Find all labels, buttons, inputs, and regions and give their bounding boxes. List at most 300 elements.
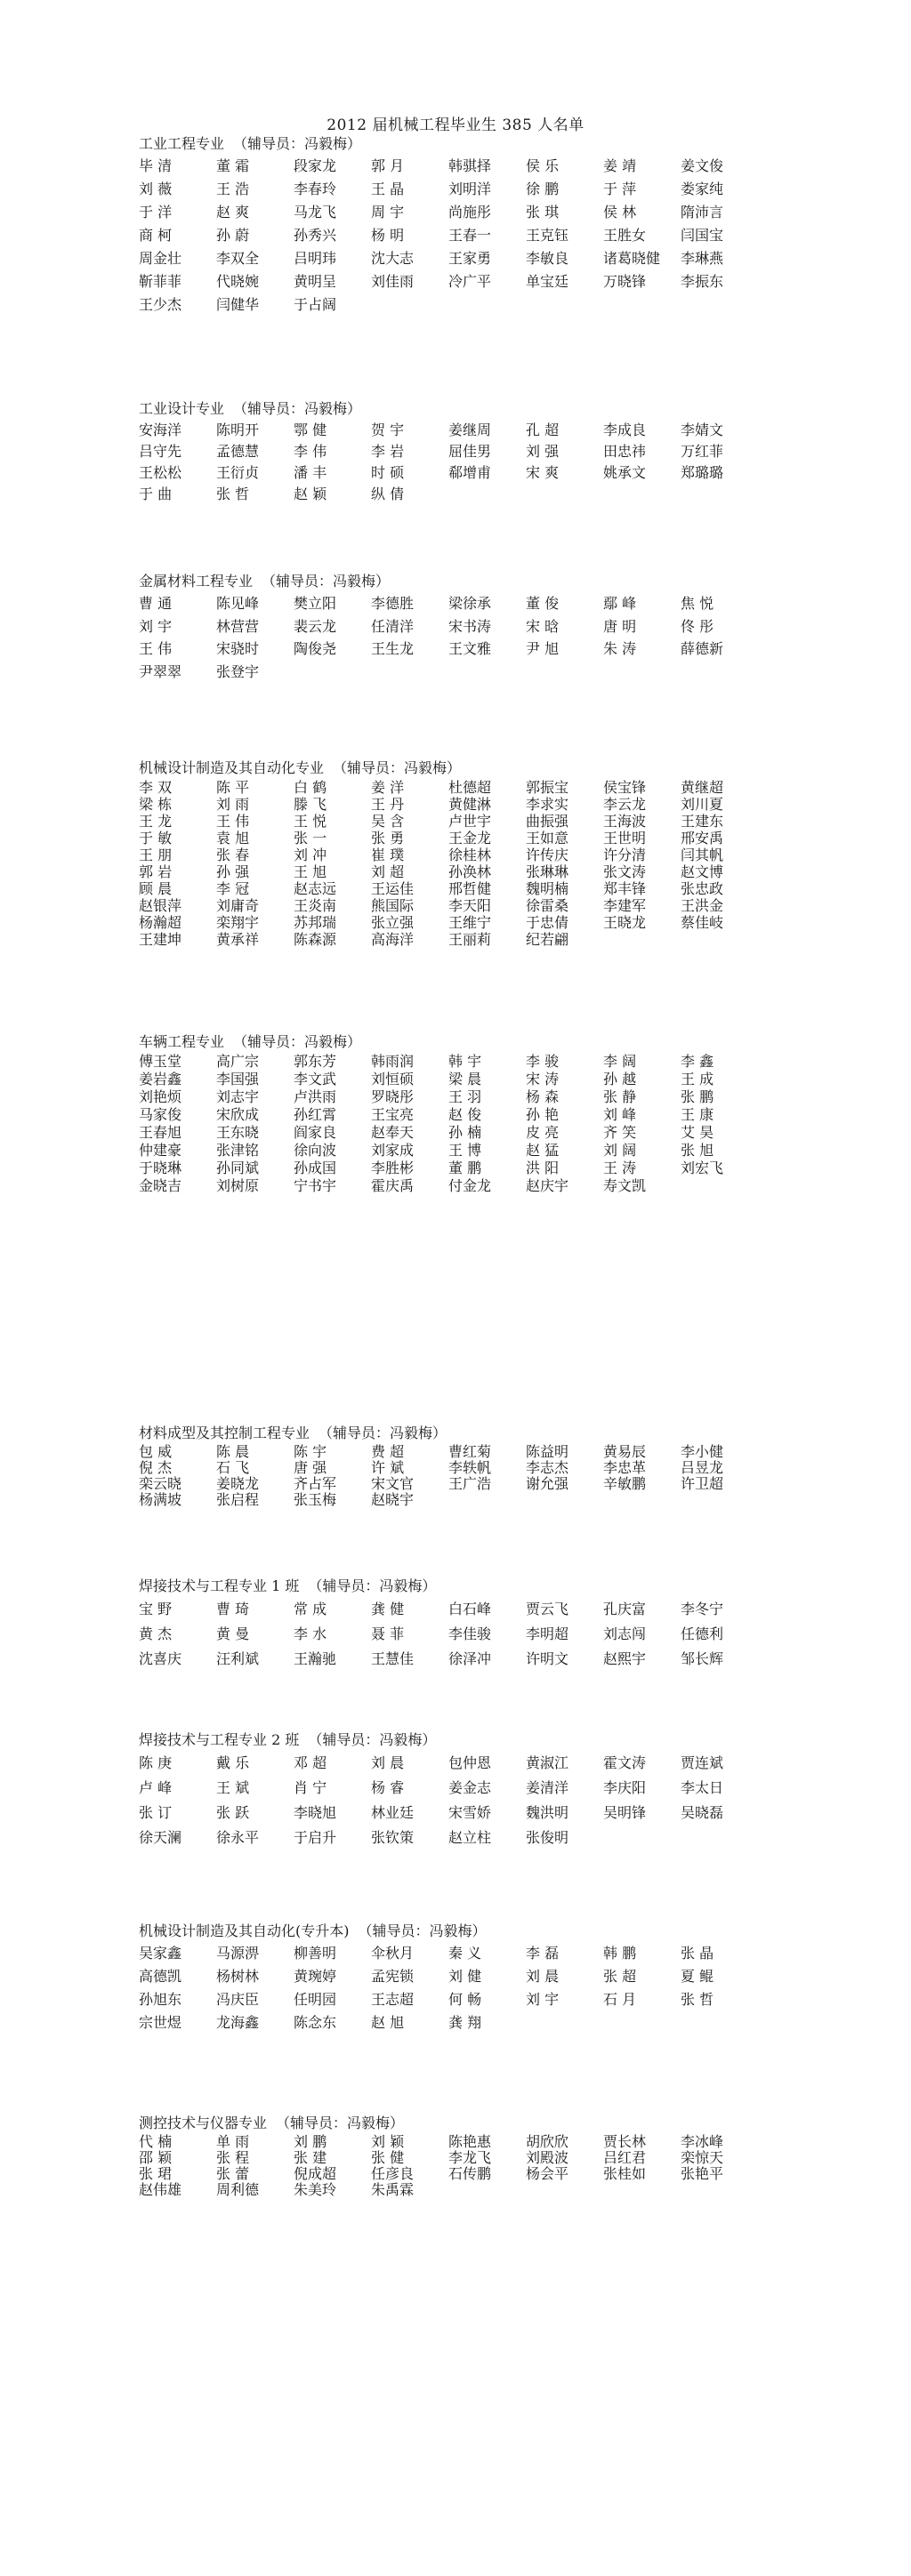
student-name: 林业廷 — [371, 1804, 415, 1821]
student-name: 万红菲 — [681, 443, 724, 460]
student-name: 孙红霄 — [294, 1106, 337, 1123]
student-name: 吕明玮 — [294, 250, 337, 267]
student-name: 徐雷桑 — [526, 897, 569, 914]
student-name: 宋 涛 — [526, 1071, 560, 1087]
student-name: 李成良 — [603, 421, 647, 438]
major-section — [139, 398, 779, 505]
student-name: 张忠政 — [681, 880, 724, 897]
student-name-grid — [139, 1444, 779, 1508]
student-name-grid — [139, 1942, 779, 2034]
student-name: 李敏良 — [526, 250, 569, 267]
student-name: 许传庆 — [526, 847, 569, 863]
student-name: 王志超 — [371, 1991, 415, 2008]
student-name: 李天阳 — [448, 897, 492, 914]
student-name-grid — [139, 592, 779, 683]
major-section — [139, 758, 779, 948]
student-name-grid — [139, 779, 779, 948]
section-heading — [139, 1921, 779, 1942]
student-name: 唐 强 — [294, 1460, 327, 1476]
student-name: 王 浩 — [216, 181, 250, 197]
student-name: 李文武 — [294, 1071, 337, 1087]
student-name: 贺 宇 — [371, 421, 405, 438]
student-name: 许明文 — [526, 1650, 569, 1667]
student-name: 陈 平 — [216, 779, 250, 796]
student-name: 李云龙 — [603, 796, 647, 813]
student-name: 陈森源 — [294, 931, 337, 948]
student-name: 黄淑江 — [526, 1754, 569, 1771]
student-name: 陶俊尧 — [294, 640, 337, 657]
student-name: 邹长辉 — [681, 1650, 724, 1667]
student-name: 黄承祥 — [216, 931, 260, 948]
student-name: 杨 森 — [526, 1088, 560, 1105]
student-name: 吕守先 — [139, 443, 182, 460]
student-name: 裴云龙 — [294, 617, 337, 635]
student-name: 刘 鹏 — [294, 2134, 327, 2150]
student-name: 王 丹 — [371, 796, 405, 813]
student-name: 刘明洋 — [448, 181, 492, 197]
student-name: 柳善明 — [294, 1945, 337, 1962]
student-name: 张俊明 — [526, 1829, 569, 1846]
student-name: 张琳琳 — [526, 863, 569, 880]
student-name: 曲振强 — [526, 813, 569, 830]
student-name: 靳菲菲 — [139, 273, 182, 290]
student-name: 梁 栋 — [139, 796, 173, 813]
student-name: 曹 琦 — [216, 1601, 250, 1617]
student-name: 金晓吉 — [139, 1177, 182, 1194]
student-name: 王 伟 — [139, 640, 173, 657]
student-name: 王少杰 — [139, 296, 182, 313]
student-name: 宝 野 — [139, 1601, 173, 1617]
student-name: 徐泽冲 — [448, 1650, 492, 1667]
student-name: 姜岩鑫 — [139, 1071, 182, 1087]
student-name: 闫其帆 — [681, 847, 724, 863]
student-name: 邢安禹 — [681, 830, 724, 847]
student-name: 赵伟雄 — [139, 2182, 182, 2198]
student-name: 李国强 — [216, 1071, 260, 1087]
student-name: 孙同斌 — [216, 1160, 260, 1176]
student-name: 于启升 — [294, 1829, 337, 1846]
student-name: 栾惊天 — [681, 2150, 724, 2166]
student-name: 陈 晨 — [216, 1444, 250, 1460]
major-section — [139, 1576, 779, 1672]
student-name: 徐永平 — [216, 1829, 260, 1846]
student-name: 王瀚驰 — [294, 1650, 337, 1667]
student-name: 刘 颖 — [371, 2134, 405, 2150]
student-name: 张 珺 — [139, 2166, 173, 2182]
student-name: 周 宇 — [371, 204, 405, 221]
section-heading — [139, 1729, 779, 1751]
student-name: 魏洪明 — [526, 1804, 569, 1821]
student-name: 石 飞 — [216, 1460, 250, 1476]
student-name: 唐 明 — [603, 617, 637, 635]
student-name: 滕 飞 — [294, 796, 327, 813]
student-name: 杨树林 — [216, 1968, 260, 1985]
student-name: 黄琬婷 — [294, 1968, 337, 1985]
student-name: 商 柯 — [139, 227, 173, 244]
student-name: 李求实 — [526, 796, 569, 813]
student-name: 李振东 — [681, 273, 724, 290]
major-section — [139, 571, 779, 683]
student-name: 王建东 — [681, 813, 724, 830]
student-name: 张 春 — [216, 847, 250, 863]
student-name: 赵 猛 — [526, 1142, 560, 1159]
student-name: 栾翔宇 — [216, 914, 260, 931]
student-name: 徐天澜 — [139, 1829, 182, 1846]
student-name: 艾 昊 — [681, 1124, 714, 1141]
student-name: 李晓旭 — [294, 1804, 337, 1821]
section-heading — [139, 1423, 779, 1444]
student-name: 郭东芳 — [294, 1053, 337, 1070]
student-name: 贾连斌 — [681, 1754, 724, 1771]
student-name: 何 畅 — [448, 1991, 482, 2008]
student-name: 许分清 — [603, 847, 647, 863]
student-name: 王东晓 — [216, 1124, 260, 1141]
student-name: 王晓龙 — [603, 914, 647, 931]
student-name: 韩骐择 — [448, 157, 492, 174]
major-section — [139, 1921, 779, 2034]
student-name: 陈益明 — [526, 1444, 569, 1460]
major-name: 机械设计制造及其自动化专业 — [139, 759, 325, 776]
section-heading — [139, 133, 779, 155]
student-name: 赵熙宇 — [603, 1650, 647, 1667]
student-name: 崔 璞 — [371, 847, 405, 863]
student-name: 李琳燕 — [681, 250, 724, 267]
major-name: 测控技术与仪器专业 — [139, 2115, 268, 2131]
major-name: 工业设计专业 — [139, 400, 225, 417]
student-name: 包仲恩 — [448, 1754, 492, 1771]
student-name: 董 俊 — [526, 595, 560, 612]
student-name: 费 超 — [371, 1444, 405, 1460]
student-name: 毕 清 — [139, 157, 173, 174]
student-name: 龚 翔 — [448, 2014, 482, 2031]
student-name: 刘 宇 — [139, 617, 173, 635]
advisor-note: （辅导员：冯毅梅） — [308, 1577, 437, 1594]
section-heading — [139, 1576, 779, 1597]
student-name: 屈佳男 — [448, 443, 492, 460]
student-name: 刘 强 — [526, 443, 560, 460]
major-section — [139, 133, 779, 317]
student-name: 齐 笑 — [603, 1124, 637, 1141]
student-name: 卢世宇 — [448, 813, 492, 830]
student-name-grid — [139, 2134, 779, 2198]
student-name: 刘 晨 — [526, 1968, 560, 1985]
student-name: 赵 颖 — [294, 486, 327, 502]
student-name: 王胜女 — [603, 227, 647, 244]
student-name: 姜 靖 — [603, 157, 637, 174]
student-name: 龙海鑫 — [216, 2014, 260, 2031]
section-heading — [139, 2113, 779, 2134]
student-name: 赵奉天 — [371, 1124, 415, 1141]
student-name: 王海波 — [603, 813, 647, 830]
major-name: 金属材料工程专业 — [139, 573, 254, 590]
student-name: 李春玲 — [294, 181, 337, 197]
student-name: 黄继超 — [681, 779, 724, 796]
student-name: 郑璐璐 — [681, 464, 724, 481]
student-name: 李 伟 — [294, 443, 327, 460]
student-name: 伞秋月 — [371, 1945, 415, 1962]
student-name: 赵立柱 — [448, 1829, 492, 1846]
student-name: 侯 乐 — [526, 157, 560, 174]
student-name: 王运佳 — [371, 880, 415, 897]
student-name: 李 磊 — [526, 1945, 560, 1962]
student-name: 李胜彬 — [371, 1160, 415, 1176]
student-name: 姜 洋 — [371, 779, 405, 796]
student-name: 闫健华 — [216, 296, 260, 313]
student-name: 刘 晨 — [371, 1754, 405, 1771]
student-name: 宗世煜 — [139, 2014, 182, 2031]
student-name: 李佳骏 — [448, 1625, 492, 1642]
student-name: 王洪金 — [681, 897, 724, 914]
student-name: 倪 杰 — [139, 1460, 173, 1476]
student-name: 傅玉堂 — [139, 1053, 182, 1070]
advisor-note: （辅导员：冯毅梅） — [318, 1424, 447, 1441]
student-name: 张 一 — [294, 830, 327, 847]
major-name: 工业工程专业 — [139, 135, 225, 152]
student-name: 张 鹏 — [681, 1088, 714, 1105]
student-name: 李 骏 — [526, 1053, 560, 1070]
student-name: 冷广平 — [448, 273, 492, 290]
student-name: 段家龙 — [294, 157, 337, 174]
student-name: 宋 晗 — [526, 617, 560, 635]
student-name: 孟宪锁 — [371, 1968, 415, 1985]
student-name: 孙 艳 — [526, 1106, 560, 1123]
student-name: 王 旭 — [294, 863, 327, 880]
major-name: 机械设计制造及其自动化(专升本) — [139, 1922, 350, 1939]
student-name: 闫国宝 — [681, 227, 724, 244]
student-name: 李志杰 — [526, 1460, 569, 1476]
student-name: 孙旭东 — [139, 1991, 182, 2008]
student-name: 王春一 — [448, 227, 492, 244]
student-name: 刘川夏 — [681, 796, 724, 813]
student-name: 李双全 — [216, 250, 260, 267]
student-name: 高德凯 — [139, 1968, 182, 1985]
student-name: 李 水 — [294, 1625, 327, 1642]
student-name: 杨满坡 — [139, 1492, 182, 1508]
student-name: 于 敏 — [139, 830, 173, 847]
student-name: 陈艳惠 — [448, 2134, 492, 2150]
student-name: 娄家纯 — [681, 181, 724, 197]
student-name: 于晓琳 — [139, 1160, 182, 1176]
student-name: 张艳平 — [681, 2166, 724, 2182]
student-name: 吴 含 — [371, 813, 405, 830]
student-name: 王家勇 — [448, 250, 492, 267]
student-name: 王克钰 — [526, 227, 569, 244]
student-name: 董 霜 — [216, 157, 250, 174]
student-name: 宋欣成 — [216, 1106, 260, 1123]
student-name: 纵 倩 — [371, 486, 405, 502]
student-name: 姜文俊 — [681, 157, 724, 174]
student-name: 孙涣林 — [448, 863, 492, 880]
student-name: 李忠革 — [603, 1460, 647, 1476]
student-name: 王 伟 — [216, 813, 250, 830]
student-name: 贾云飞 — [526, 1601, 569, 1617]
student-name: 孔庆富 — [603, 1601, 647, 1617]
major-name: 焊接技术与工程专业 1 班 — [139, 1577, 300, 1594]
student-name: 王 朋 — [139, 847, 173, 863]
student-name: 王松松 — [139, 464, 182, 481]
student-name: 孙成国 — [294, 1160, 337, 1176]
student-name-grid — [139, 420, 779, 505]
student-name: 王广浩 — [448, 1476, 492, 1492]
student-name: 张文涛 — [603, 863, 647, 880]
student-name: 王 羽 — [448, 1088, 482, 1105]
student-name: 邓 超 — [294, 1754, 327, 1771]
student-name: 秦 义 — [448, 1945, 482, 1962]
student-name: 张 蕾 — [216, 2166, 250, 2182]
student-name: 皮 亮 — [526, 1124, 560, 1141]
student-name: 姜金志 — [448, 1779, 492, 1796]
student-name: 李 冠 — [216, 880, 250, 897]
student-name: 龚 健 — [371, 1601, 405, 1617]
student-name: 吴晓磊 — [681, 1804, 724, 1821]
student-name: 诸葛晓健 — [603, 250, 661, 267]
student-name: 许 斌 — [371, 1460, 405, 1476]
student-name: 刘 宇 — [526, 1991, 560, 2008]
student-name-grid — [139, 1053, 779, 1195]
student-name: 郭 月 — [371, 157, 405, 174]
student-name: 王 成 — [681, 1071, 714, 1087]
student-name: 梁徐承 — [448, 595, 492, 612]
student-name: 周金壮 — [139, 250, 182, 267]
student-name: 李太日 — [681, 1779, 724, 1796]
student-name: 韩 宇 — [448, 1053, 482, 1070]
student-name: 仲建豪 — [139, 1142, 182, 1159]
student-name: 赵 旭 — [371, 2014, 405, 2031]
student-name: 王 斌 — [216, 1779, 250, 1796]
student-name: 宋骁时 — [216, 640, 260, 657]
student-name: 徐向波 — [294, 1142, 337, 1159]
student-name: 阎家良 — [294, 1124, 337, 1141]
student-name: 于 曲 — [139, 486, 173, 502]
student-name: 黄易辰 — [603, 1444, 647, 1460]
student-name: 潘 丰 — [294, 464, 327, 481]
student-name: 张 哲 — [216, 486, 250, 502]
student-name: 时 硕 — [371, 464, 405, 481]
student-name: 张 静 — [603, 1088, 637, 1105]
student-name: 朱 涛 — [603, 640, 637, 657]
student-name: 李冬宁 — [681, 1601, 724, 1617]
student-name: 代晓婉 — [216, 273, 260, 290]
student-name: 顾 晨 — [139, 880, 173, 897]
student-name: 杨 明 — [371, 227, 405, 244]
student-name: 林营营 — [216, 617, 260, 635]
student-name: 赵 爽 — [216, 204, 250, 221]
student-name: 宋雪娇 — [448, 1804, 492, 1821]
student-name: 姜清洋 — [526, 1779, 569, 1796]
student-name: 韩雨润 — [371, 1053, 415, 1070]
student-name: 沈大志 — [371, 250, 415, 267]
student-name: 沈喜庆 — [139, 1650, 182, 1667]
student-name: 任德利 — [681, 1625, 724, 1642]
student-name: 黄明呈 — [294, 273, 337, 290]
student-name: 张 健 — [371, 2150, 405, 2166]
student-name: 陈见峰 — [216, 595, 260, 612]
student-name: 董 鹏 — [448, 1160, 482, 1176]
student-name: 姜晓龙 — [216, 1476, 260, 1492]
student-name: 纪若翩 — [526, 931, 569, 948]
student-name: 张启程 — [216, 1492, 260, 1508]
student-name: 刘志闯 — [603, 1625, 647, 1642]
student-name: 王衍贞 — [216, 464, 260, 481]
student-name: 王 康 — [681, 1106, 714, 1123]
student-name: 于占阔 — [294, 296, 337, 313]
student-name: 卢洪雨 — [294, 1088, 337, 1105]
student-name: 王春旭 — [139, 1124, 182, 1141]
advisor-note: （辅导员：冯毅梅） — [233, 1033, 362, 1050]
student-name: 梁 晨 — [448, 1071, 482, 1087]
student-name: 冯庆臣 — [216, 1991, 260, 2008]
student-name: 万晓锋 — [603, 273, 647, 290]
advisor-note: （辅导员：冯毅梅） — [333, 759, 462, 776]
student-name: 单 雨 — [216, 2134, 250, 2150]
student-name: 苏邦瑞 — [294, 914, 337, 931]
student-name: 陈 宇 — [294, 1444, 327, 1460]
student-name: 聂 菲 — [371, 1625, 405, 1642]
student-name: 陈明开 — [216, 421, 260, 438]
student-name-grid — [139, 1751, 779, 1850]
student-name: 张 琪 — [526, 204, 560, 221]
student-name: 郗增甫 — [448, 464, 492, 481]
student-name: 常 成 — [294, 1601, 327, 1617]
student-name: 吕红君 — [603, 2150, 647, 2166]
student-name: 包 威 — [139, 1444, 173, 1460]
student-name: 霍文涛 — [603, 1754, 647, 1771]
student-name: 郭振宝 — [526, 779, 569, 796]
student-name: 曹红菊 — [448, 1444, 492, 1460]
student-name: 赵庆宇 — [526, 1177, 569, 1194]
student-name: 霍庆禹 — [371, 1177, 415, 1194]
student-name: 李婧文 — [681, 421, 724, 438]
student-name: 李 岩 — [371, 443, 405, 460]
student-name: 马家俊 — [139, 1106, 182, 1123]
student-name: 黄 杰 — [139, 1625, 173, 1642]
student-name: 王丽莉 — [448, 931, 492, 948]
student-name: 白 鹤 — [294, 779, 327, 796]
student-name: 黄 曼 — [216, 1625, 250, 1642]
student-name: 佟 彤 — [681, 617, 714, 635]
student-name: 王如意 — [526, 830, 569, 847]
student-name: 刘殿波 — [526, 2150, 569, 2166]
student-name: 袁 旭 — [216, 830, 250, 847]
student-name: 谢允强 — [526, 1476, 569, 1492]
student-name: 刘 峰 — [603, 1106, 637, 1123]
student-name: 王 晶 — [371, 181, 405, 197]
student-name: 孙 蔚 — [216, 227, 250, 244]
student-name: 王文雅 — [448, 640, 492, 657]
student-name: 朱禹霖 — [371, 2182, 415, 2198]
section-heading — [139, 571, 779, 592]
student-name: 肖 宁 — [294, 1779, 327, 1796]
student-name: 张 晶 — [681, 1945, 714, 1962]
student-name: 单宝廷 — [526, 273, 569, 290]
student-name-grid — [139, 1597, 779, 1672]
student-name: 李庆阳 — [603, 1779, 647, 1796]
major-section — [139, 1423, 779, 1508]
student-name: 张 哲 — [681, 1991, 714, 2008]
student-name: 陈 庚 — [139, 1754, 173, 1771]
student-name: 杨 睿 — [371, 1779, 405, 1796]
student-name: 高广宗 — [216, 1053, 260, 1070]
student-name: 宋文官 — [371, 1476, 415, 1492]
student-name: 张 跃 — [216, 1804, 250, 1821]
student-name: 王炎南 — [294, 897, 337, 914]
student-name: 齐占军 — [294, 1476, 337, 1492]
student-name: 黄健淋 — [448, 796, 492, 813]
student-name: 杨会平 — [526, 2166, 569, 2182]
student-name: 张 旭 — [681, 1142, 714, 1159]
student-name: 姚承文 — [603, 464, 647, 481]
student-name: 李龙飞 — [448, 2150, 492, 2166]
